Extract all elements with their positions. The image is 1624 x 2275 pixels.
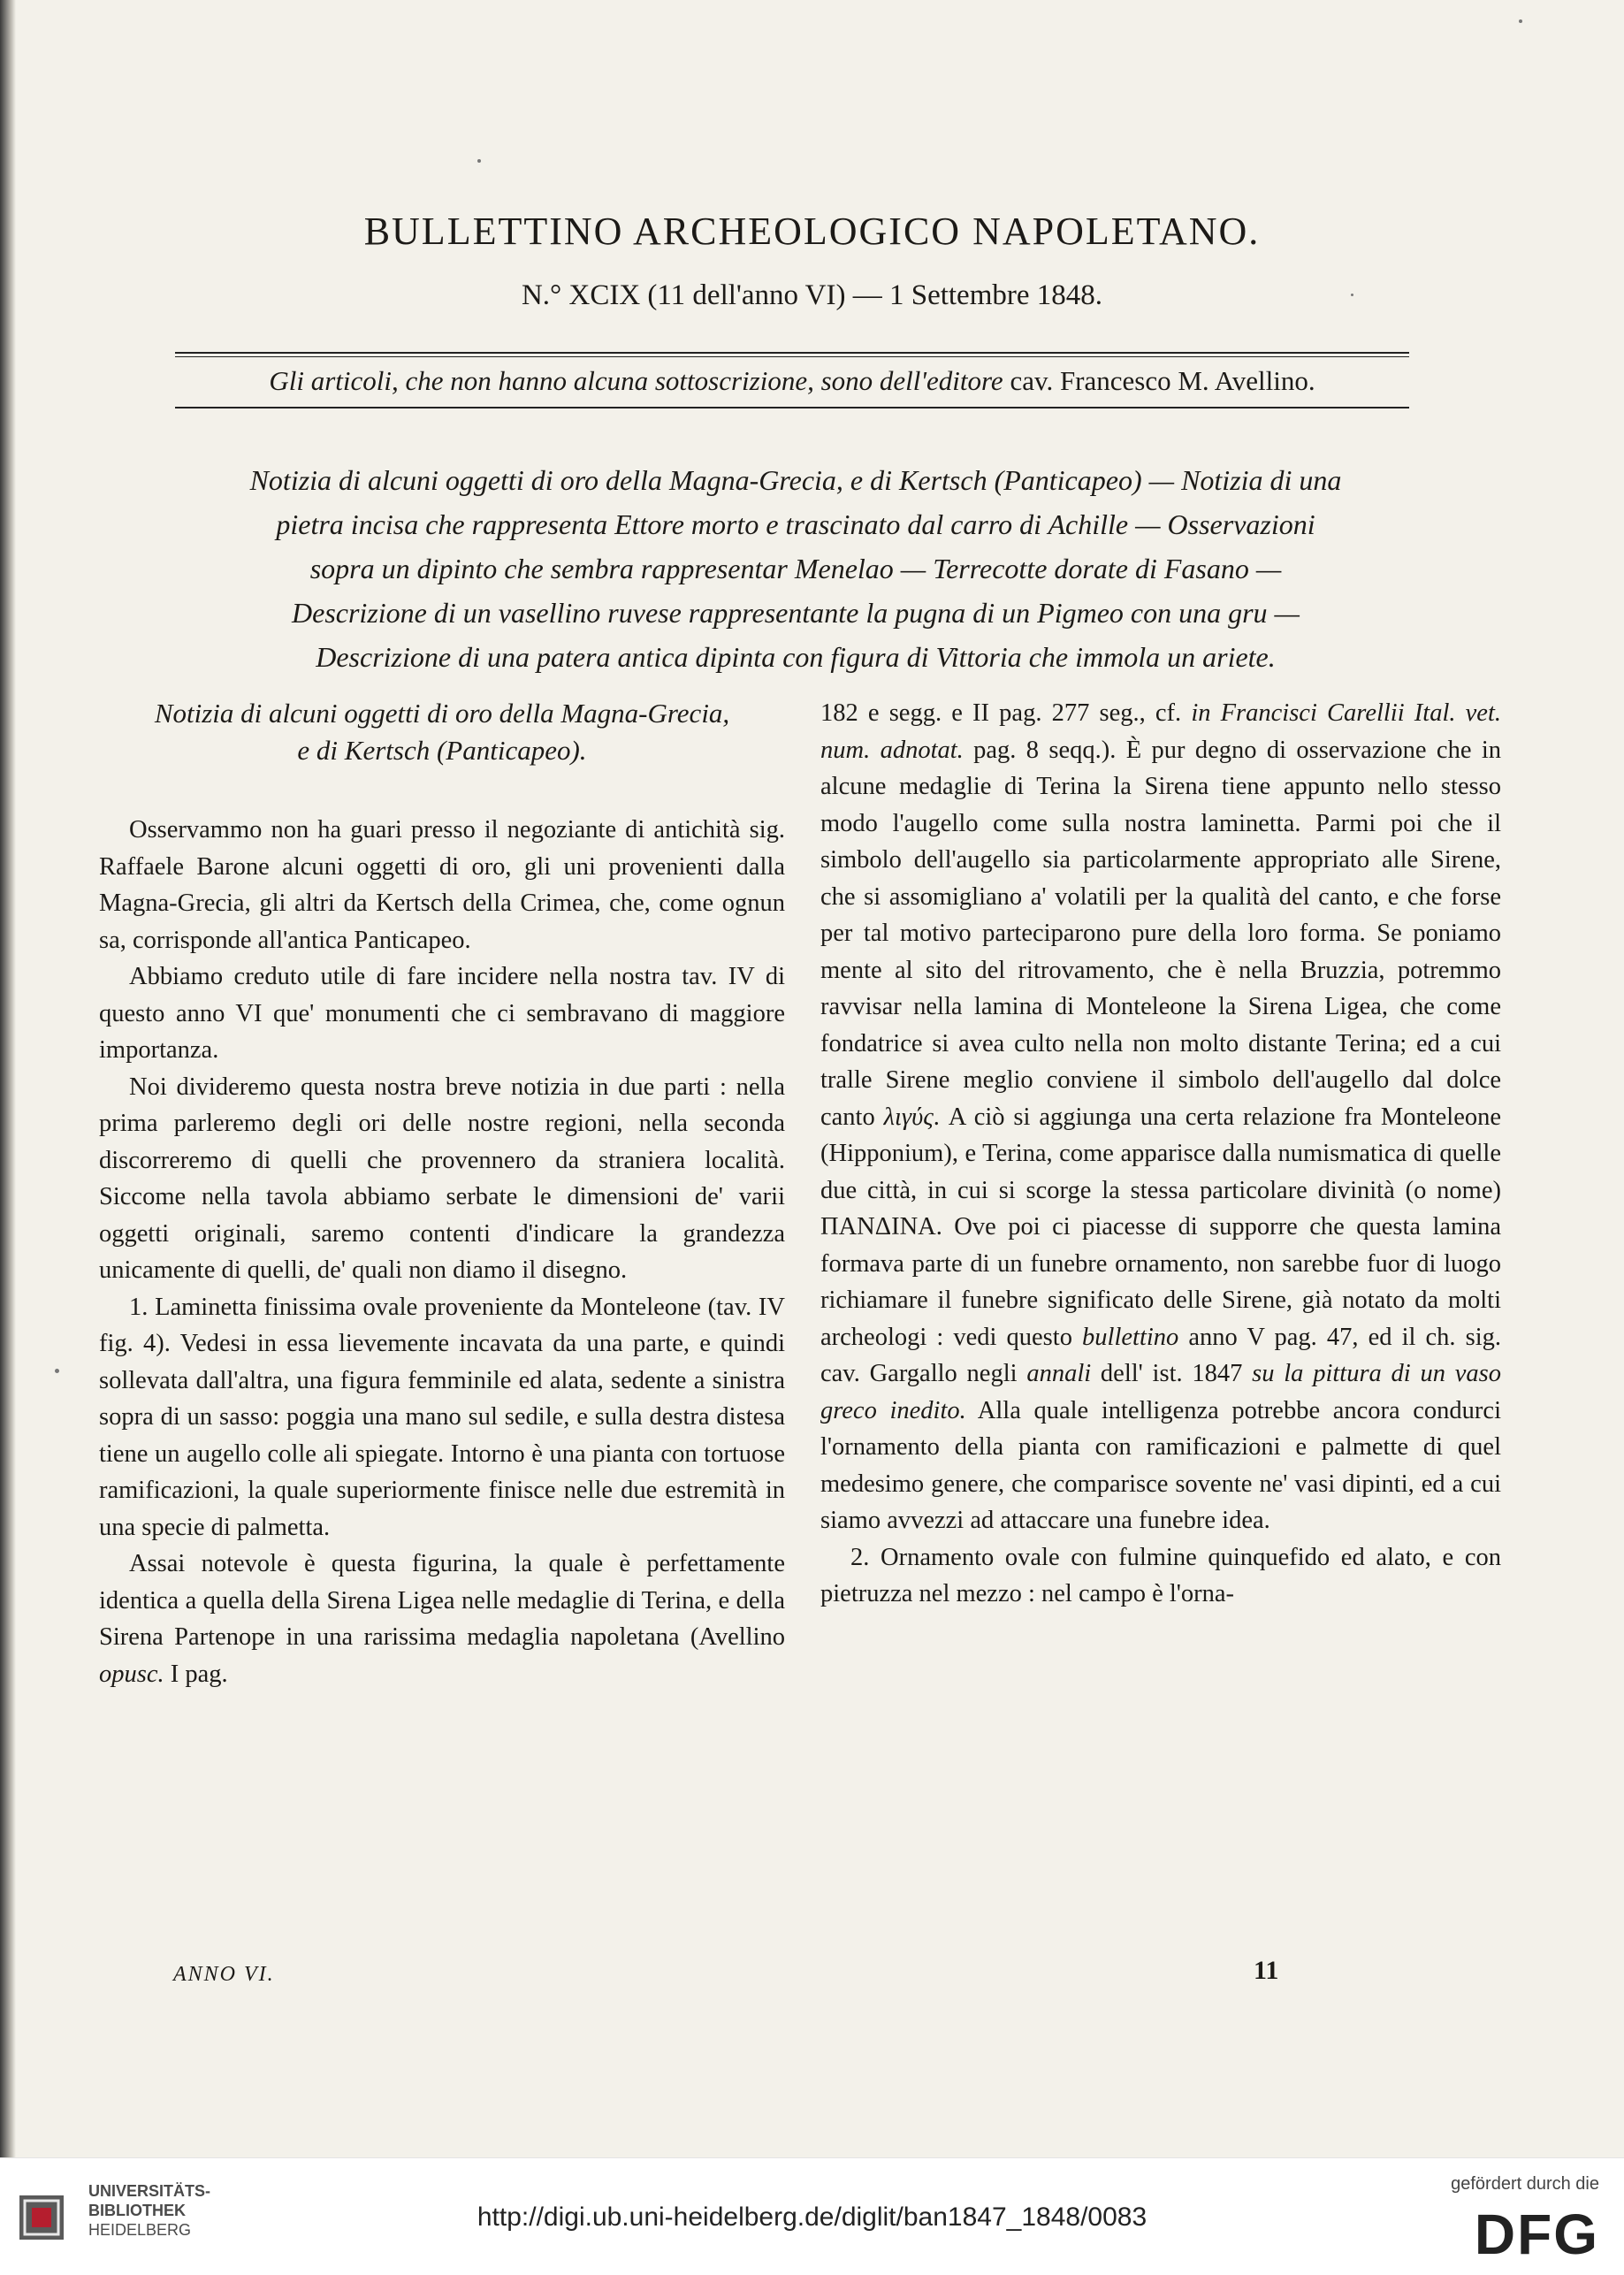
paragraph-text: . Ove poi ci piacesse di supporre che questa lamina formava parte di un funebre ornamento, non sarebbe fuor di luogo richiamare il funebre significato delle Sirene, già notato da molti archeologi : vedi questo	[820, 1213, 1501, 1351]
paragraph-text: Alla quale intelligenza potrebbe ancora condurci l'ornamento della pianta con ramificazioni e palmette di quel medesimo genere, che comparisce sovente ne' vasi dipinti, ed a cui siamo avvezzi ad attaccare una funebre idea.	[820, 1396, 1501, 1534]
paragraph: 1. Laminetta finissima ovale proveniente da Monteleone (tav. IV fig. 4). Vedesi in essa lievemente incavata da una parte, e quindi sollevata dall'altra, una figura femminile ed alata, sedente a sinistra sopra di un sasso: poggia una mano sul sedile, e sulla destra distesa tiene un augello colle ali spiegate. Intorno è una pianta con tortuose ramificazioni, la quale superiormente finisce nelle due estremità in una specie di palmetta.	[99, 1293, 785, 1541]
paragraph-text: . A ciò si aggiunga una certa relazione fra Monteleone (Hipponium), e Terina, come apparisce dalla numismatica di quelle due città, in cui si scorge la stessa particolare divinità (o nome)	[820, 1103, 1501, 1204]
article-title	[99, 695, 785, 769]
citation-italic: opusc.	[99, 1660, 164, 1688]
summary-line: pietra incisa che rappresenta Ettore morto e trascinato dal carro di Achille — Osservazioni	[276, 508, 1315, 540]
summary-line: sopra un dipinto che sembra rappresentar Menelao — Terrecotte dorate di Fasano —	[309, 553, 1282, 584]
summary-line: Descrizione di un vasellino ruvese rappresentante la pugna di un Pigmeo con una gru —	[292, 597, 1300, 629]
citation-italic: bullettino	[1082, 1323, 1179, 1351]
dust-speck	[477, 159, 481, 163]
article-title-line1: Notizia di alcuni oggetti di oro della Magna-Grecia,	[154, 698, 730, 729]
article-title-line2: e di Kertsch (Panticapeo).	[297, 735, 587, 766]
footer-page-number: 11	[1254, 1956, 1279, 1985]
editor-note-name: cav. Francesco M. Avellino.	[1003, 365, 1315, 396]
paragraph	[820, 695, 1501, 1539]
paragraph-text: dell' ist. 1847	[1100, 1360, 1243, 1387]
header-rule-top	[175, 352, 1409, 357]
greek-word: λιγύς	[883, 1103, 934, 1131]
dust-speck	[1351, 294, 1353, 296]
contents-summary	[97, 458, 1494, 679]
funding-label: gefördert durch die	[1451, 2174, 1599, 2194]
paragraph: Osservammo non ha guari presso il negoziante di antichità sig. Raffaele Barone alcuni oggetti di oro, gli uni provenienti dalla Magna-Grecia, gli altri da Kertsch della Crimea, che, come ognun sa, corrisponde all'antica Panticapeo.	[99, 816, 785, 954]
paragraph-text: Assai notevole è questa figurina, la quale è perfettamente identica a quella della Sirena Ligea nelle medaglie di Terina, e della Sirena Partenope in una rarissima medaglia napoletana (Avellino	[99, 1550, 785, 1651]
summary-line: Notizia di alcuni oggetti di oro della Magna-Grecia, e di Kertsch (Panticapeo) — Notizia di una	[249, 464, 1342, 496]
dfg-logo: DFG	[1474, 2202, 1599, 2266]
viewer-footer-bar	[0, 2157, 1624, 2275]
library-name-line: UNIVERSITÄTS-	[88, 2182, 211, 2200]
summary-line: Descrizione di una patera antica dipinta con figura di Vittoria che immola un ariete.	[316, 641, 1276, 673]
editor-note-italic: Gli articoli, che non hanno alcuna sottoscrizione, sono dell'editore	[269, 365, 1003, 396]
footer-volume: ANNO VI.	[173, 1963, 275, 1986]
greek-word: ΠΑΝΔΙΝΑ	[820, 1213, 936, 1241]
paragraph	[99, 1546, 785, 1692]
dust-speck	[1519, 19, 1522, 23]
permalink-url[interactable]: http://digi.ub.uni-heidelberg.de/diglit/ban1847_1848/0083	[477, 2202, 1147, 2232]
journal-masthead: BULLETTINO ARCHEOLOGICO NAPOLETANO.	[363, 210, 1261, 253]
paragraph-text: 182 e segg. e II pag. 277 seg., cf.	[820, 699, 1182, 727]
paragraph: Noi divideremo questa nostra breve notizia in due parti : nella prima parleremo degli ori delle nostre regioni, nella seconda discorreremo di quelli che provennero da straniera località. Siccome nella tavola abbiamo serbate le dimensioni de' varii oggetti originali, saremo contenti d'indicare la grandezza unicamente di quelli, de' quali non diamo il disegno.	[99, 1073, 785, 1284]
paragraph: Abbiamo creduto utile di fare incidere nella nostra tav. IV di questo anno VI que' monumenti che ci sembravano di maggiore importanza.	[99, 963, 785, 1064]
dust-speck	[55, 1369, 59, 1373]
citation-italic: annali	[1026, 1360, 1092, 1387]
issue-line: N.° XCIX (11 dell'anno VI) — 1 Settembre 1848.	[521, 279, 1103, 311]
library-name-line: HEIDELBERG	[88, 2221, 192, 2239]
citation-italic: in Francisci Carellii Ital. vet. num. adnotat.	[820, 699, 1501, 764]
right-column	[820, 695, 1501, 1613]
header-rule-bottom	[175, 407, 1409, 408]
paragraph: 2. Ornamento ovale con fulmine quinquefido ed alato, e con pietruzza nel mezzo : nel campo è l'orna-	[820, 1543, 1501, 1607]
library-name-line: BIBLIOTHEK	[88, 2202, 186, 2219]
paragraph-text: anno V pag. 47, ed il ch. sig. cav. Gargallo negli	[820, 1323, 1502, 1387]
paragraph-text: pag. 8 seqq.). È pur degno di osservazione che in alcune medaglie di Terina la Sirena tiene appunto nello stesso modo l'augello come sulla nostra laminetta. Parmi poi che il simbolo dell'augello sia particolarmente appropriato alle Sirene, che si assomigliano a' volatili per la qualità del canto, e che forse per tal motivo parteciparono pure della loro forma. Se poniamo mente al sito del ritrovamento, che è nella Bruzzia, potremmo ravvisar nella lamina di Monteleone la Sirena Ligea, che come fondatrice si avea culto nella non molto distante Terina; ed a cui tralle Sirene meglio conviene il simbolo dell'augello dal dolce canto	[820, 736, 1501, 1131]
left-column	[99, 695, 785, 1692]
editor-note	[175, 363, 1409, 400]
citation-italic: su la pittura di un vaso greco inedito.	[820, 1360, 1501, 1424]
paragraph-text: I pag.	[164, 1660, 228, 1688]
